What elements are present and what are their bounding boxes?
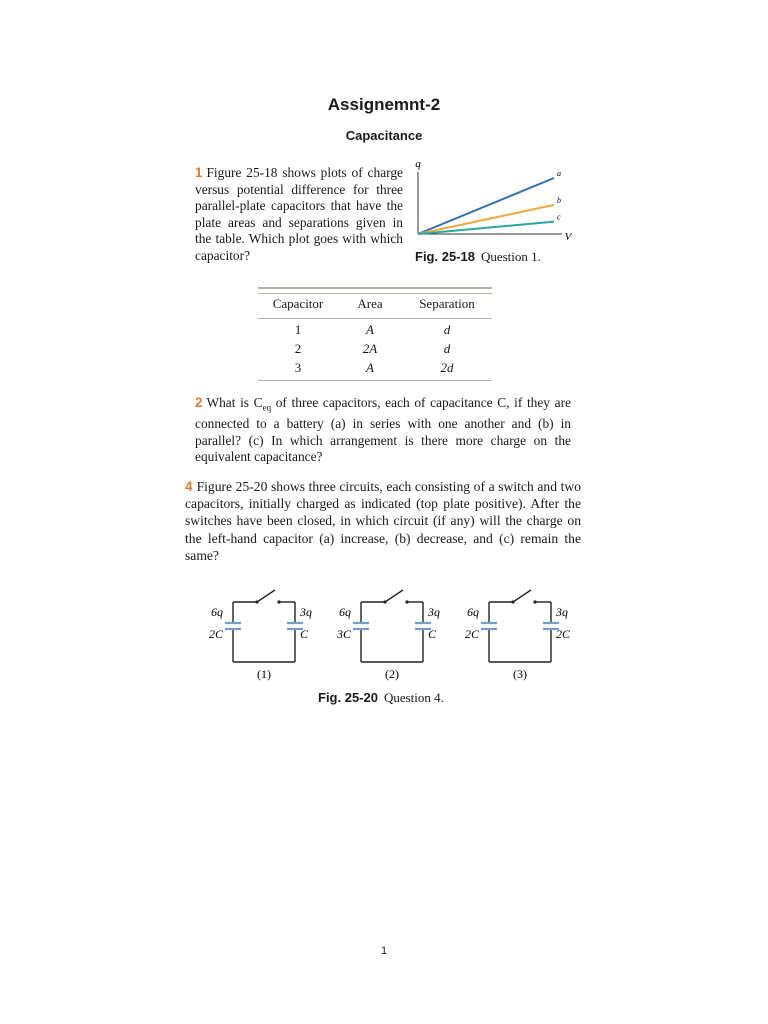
- table-header-separation: Separation: [402, 294, 492, 319]
- figure-25-18-caption-text: Question 1.: [480, 249, 541, 264]
- table-header-capacitor: Capacitor: [258, 294, 338, 319]
- question-4: [185, 478, 581, 564]
- series-line-b: [418, 205, 554, 234]
- circuits-figure: [195, 580, 575, 685]
- right-charge-label: 3q: [556, 605, 568, 619]
- table-cell: d: [443, 340, 451, 356]
- question-2-text-end: of three capacitors, each of capacitance C, if they are connected to a battery (a) in series with one another and (b) in parallel? (c) In which arrangement is there more charge on the equivalent capacitance?: [195, 395, 571, 465]
- table-top-rule: [258, 287, 492, 289]
- table-cell: d: [443, 321, 451, 337]
- circuit-label: (1): [257, 667, 271, 681]
- table-cell: 1: [294, 321, 302, 337]
- page-title: Assignemnt-2: [327, 95, 441, 114]
- right-charge-label: 3q: [300, 605, 312, 619]
- question-2-subscript: eq: [262, 402, 272, 413]
- y-axis-label: q: [415, 160, 421, 170]
- table-cell: 2A: [362, 340, 378, 356]
- question-1: [195, 165, 403, 264]
- table-cell: A: [366, 359, 374, 375]
- question-2-number: 2: [195, 395, 203, 410]
- series-label-a: a: [557, 169, 561, 178]
- question-4-number: 4: [185, 479, 193, 494]
- charge-vs-voltage-chart: [410, 160, 580, 242]
- circuit-label: (2): [385, 667, 399, 681]
- table-header-area: Area: [338, 294, 402, 319]
- left-capacitance-label: 3C: [336, 627, 351, 641]
- left-charge-label: 6q: [211, 605, 223, 619]
- page-number: 1: [380, 945, 388, 957]
- table-row: [258, 357, 492, 376]
- circuit-3: [465, 590, 571, 681]
- series-label-b: b: [557, 195, 561, 205]
- left-capacitance-label: 2C: [208, 627, 223, 641]
- page-subtitle: Capacitance: [345, 128, 423, 143]
- circuit-1: [209, 590, 312, 681]
- table-row: [258, 338, 492, 357]
- right-capacitance-label: C: [300, 627, 309, 641]
- table-cell: 3: [294, 359, 302, 375]
- question-4-text: Figure 25-20 shows three circuits, each consisting of a switch and two capacitors, initially charged as indicated (top plate positive). After the switches have been closed, in which circuit (if any) will the charge on the left-hand capacitor (a) increase, (b) decrease, and (c) remain the same?: [185, 479, 581, 563]
- table-row: [258, 319, 492, 339]
- left-capacitance-label: 2C: [464, 627, 479, 641]
- question-2-text-start: What is C: [206, 395, 263, 410]
- capacitor-table: [258, 293, 492, 381]
- figure-25-18-caption: [415, 249, 541, 265]
- left-charge-label: 6q: [339, 605, 351, 619]
- question-1-text: Figure 25-18 shows plots of charge versus potential difference for three parallel-plate capacitors that have the plate areas and separations given in the table. Which plot goes with which capacitor?: [195, 165, 403, 263]
- right-capacitance-label: C: [428, 627, 437, 641]
- right-capacitance-label: 2C: [556, 627, 571, 641]
- series-line-a: [418, 178, 554, 234]
- series-line-c: [418, 222, 554, 234]
- question-2: [195, 395, 571, 466]
- question-1-number: 1: [195, 165, 203, 180]
- table-cell: 2: [294, 340, 302, 356]
- circuit-2: [336, 590, 440, 681]
- circuit-label: (3): [513, 667, 527, 681]
- table-cell: A: [366, 321, 374, 337]
- left-charge-label: 6q: [467, 605, 479, 619]
- figure-25-20-label: Fig. 25-20: [318, 690, 378, 705]
- x-axis-label: V: [564, 231, 572, 242]
- right-charge-label: 3q: [428, 605, 440, 619]
- series-label-c: c: [557, 212, 561, 222]
- table-cell: 2d: [440, 359, 454, 375]
- figure-25-18-label: Fig. 25-18: [415, 249, 475, 264]
- figure-25-20-caption: [318, 690, 444, 706]
- figure-25-20-caption-text: Question 4.: [383, 690, 444, 705]
